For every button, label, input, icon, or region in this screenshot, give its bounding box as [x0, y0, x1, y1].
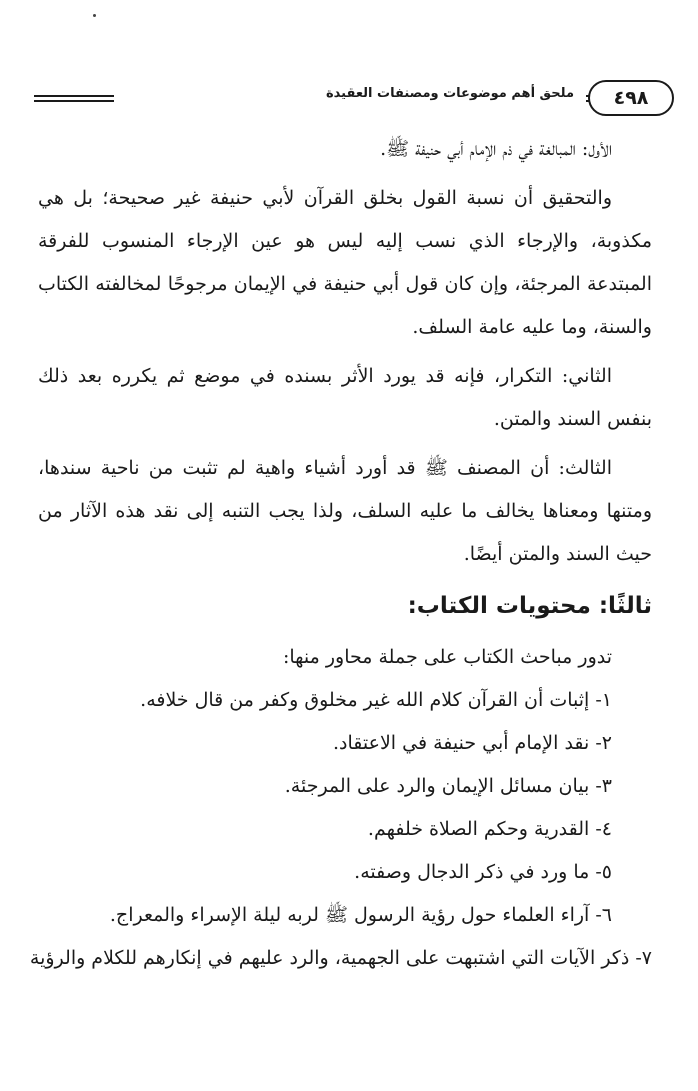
paragraph: الثاني: التكرار، فإنه قد يورد الأثر بسنده في موضع ثم يكرره بعد ذلك بنفس السند والمتن.: [38, 365, 652, 430]
paragraph: الثالث: أن المصنف ﷺ قد أورد أشياء واهية لم تثبت من ناحية سندها، ومتنها ومعناها يخالف ما عليه السلف، ولذا يجب التنبه إلى نقد هذه الآثار من حيث السند والمتن أيضًا.: [38, 457, 652, 565]
page-number: ٤٩٨: [588, 80, 674, 116]
scan-speck: [93, 14, 96, 17]
section-heading: ثالثًا: محتويات الكتاب:: [407, 593, 652, 619]
header-rule: [34, 100, 114, 102]
list-item: ١- إثبات أن القرآن كلام الله غير مخلوق وكفر من قال خلافه.: [140, 689, 612, 711]
list-item: ٥- ما ورد في ذكر الدجال وصفته.: [354, 861, 612, 883]
list-item: ٦- آراء العلماء حول رؤية الرسول ﷺ لربه ليلة الإسراء والمعراج.: [109, 904, 612, 926]
list-item: ٢- نقد الإمام أبي حنيفة في الاعتقاد.: [332, 732, 612, 754]
header-rule: [34, 95, 114, 97]
paragraph: الأول: المبالغة في ذم الإمام أبي حنيفة ﷺ.: [380, 138, 612, 160]
running-title: ملحق أهم موضوعات ومصنفات العقيدة: [322, 86, 578, 101]
list-item: ٣- بيان مسائل الإيمان والرد على المرجئة.: [284, 775, 612, 797]
list-item: ٤- القدرية وحكم الصلاة خلفهم.: [367, 818, 612, 840]
list-item: ٧- ذكر الآيات التي اشتبهت على الجهمية، والرد عليهم في إنكارهم للكلام والرؤية: [29, 947, 652, 969]
section-intro: تدور مباحث الكتاب على جملة محاور منها:: [282, 646, 612, 668]
page-body: [29, 128, 652, 980]
paragraph: والتحقيق أن نسبة القول بخلق القرآن لأبي حنيفة غير صحيحة؛ بل هي مكذوبة، والإرجاء الذي نسب إليه ليس هو عين الإرجاء المنسوب للفرقة المبتدعة المرجئة، وإن كان قول أبي حنيفة في الإيمان مرجوحًا لمخالفته الكتاب والسنة، وما عليه عامة السلف.: [38, 187, 652, 338]
running-header: [34, 80, 674, 120]
